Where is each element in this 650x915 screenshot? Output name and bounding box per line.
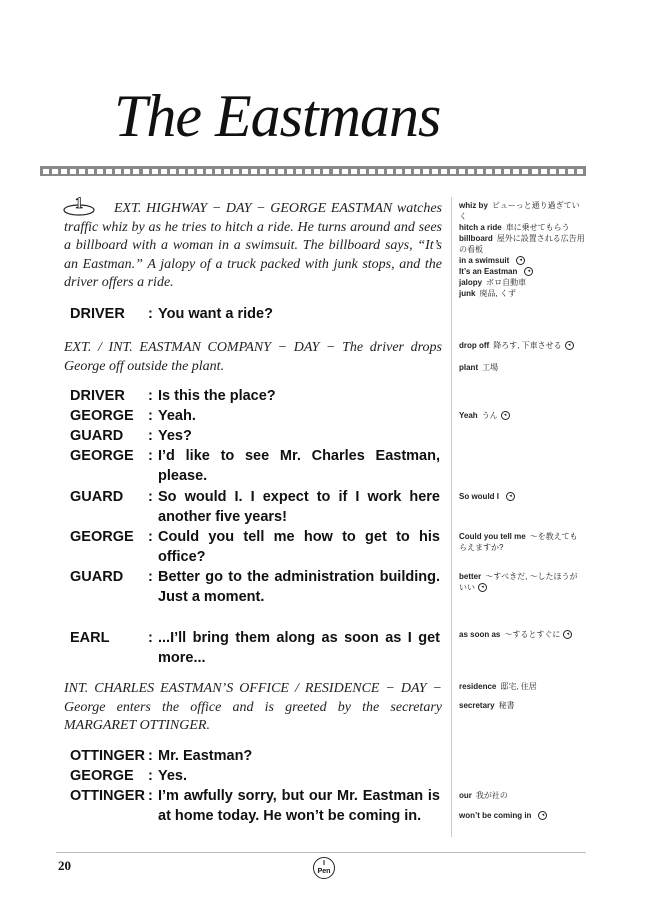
glossary-entry: secretary 秘書 xyxy=(459,701,515,710)
dialogue-line: GEORGE : Yeah. xyxy=(70,408,196,424)
dialogue-line: DRIVER : You want a ride? xyxy=(70,306,273,322)
pen-logo xyxy=(313,857,335,879)
glossary-entry: won’t be coming in ◂ xyxy=(459,811,585,822)
glossary-entry: Could you tell me 〜を教えてもらえますか? xyxy=(459,532,578,552)
narration-company: EXT. / INT. EASTMAN COMPANY − DAY − The driver drops George off outside the plant. xyxy=(64,340,442,374)
glossary-entry: whiz by ビューっと通り過ぎていく xyxy=(459,201,580,221)
narration-highway: EXT. HIGHWAY − DAY − GEORGE EASTMAN watches traffic whiz by as he tries to hitch a ride. He turns around and sees a billboard with a woman in a swimsuit. The billboard says, “It’s an Eastman.” A jalopy of a truck packed with junk stops, and the driver offers a ride. xyxy=(64,201,442,290)
pen-logo-bottom: Pen xyxy=(317,868,331,875)
audio-marker-icon: ◂ xyxy=(563,630,572,639)
dialogue-line: GUARD : Yes? xyxy=(70,428,192,444)
narration-office: INT. CHARLES EASTMAN’S OFFICE / RESIDENCE − DAY − George enters the office and is greeted by the secretary MARGARET OTTINGER. xyxy=(64,681,442,733)
film-strip-divider xyxy=(40,166,586,176)
pen-logo-top: I xyxy=(323,860,325,867)
glossary-entry: plant 工場 xyxy=(459,363,499,372)
dialogue-line: OTTINGER : I’m awfully sorry, but our Mr. Eastman is at home today. He won’t be coming in. xyxy=(70,788,440,824)
audio-marker-icon: ◂ xyxy=(501,411,510,420)
dialogue-line: GUARD : Better go to the administration building. Just a moment. xyxy=(70,569,440,605)
glossary-entry: It’s an Eastman ◂ xyxy=(459,267,585,278)
audio-marker-icon: ◂ xyxy=(538,811,547,820)
dialogue-line: EARL : ...I’ll bring them along as soon as I get more... xyxy=(70,630,440,666)
dialogue-line: GEORGE : Yes. xyxy=(70,768,188,784)
footer-divider xyxy=(56,852,586,853)
glossary-entry: So would I ◂ xyxy=(459,492,585,503)
glossary-entry: junk 廃品, くず xyxy=(459,289,516,298)
glossary-entry: drop off 降ろす, 下車させる ◂ xyxy=(459,341,585,352)
audio-marker-icon: ◂ xyxy=(516,256,525,265)
dialogue-line: GEORGE : Could you tell me how to get to his office? xyxy=(70,529,440,565)
dialogue-line: GEORGE : I’d like to see Mr. Charles Eastman, please. xyxy=(70,448,440,484)
dialogue-line: DRIVER : Is this the place? xyxy=(70,388,276,404)
glossary-entry: as soon as 〜するとすぐに ◂ xyxy=(459,630,585,641)
column-divider xyxy=(451,197,452,837)
audio-marker-icon: ◂ xyxy=(524,267,533,276)
glossary-entry: our 我が社の xyxy=(459,791,508,800)
glossary-entry: Yeah うん ◂ xyxy=(459,411,585,422)
glossary-entry: hitch a ride 車に乗せてもらう xyxy=(459,223,570,232)
svg-text:1: 1 xyxy=(75,195,83,212)
glossary-entry: billboard 屋外に設置される広告用の看板 xyxy=(459,234,585,254)
page-title: The Eastmans xyxy=(114,83,441,149)
dialogue-line: GUARD : So would I. I expect to if I work here another five years! xyxy=(70,489,440,525)
glossary-entry: in a swimsuit ◂ xyxy=(459,256,585,267)
audio-marker-icon: ◂ xyxy=(506,492,515,501)
audio-marker-icon: ◂ xyxy=(565,341,574,350)
glossary-entry: better 〜すべきだ, 〜したほうがいい ◂ xyxy=(459,572,578,592)
audio-marker-icon: ◂ xyxy=(478,583,487,592)
dialogue-line: OTTINGER : Mr. Eastman? xyxy=(70,748,253,764)
page-number: 20 xyxy=(58,858,71,873)
glossary-entry: jalopy ボロ自動車 xyxy=(459,278,527,287)
glossary-entry: residence 邸宅, 住居 xyxy=(459,682,537,691)
